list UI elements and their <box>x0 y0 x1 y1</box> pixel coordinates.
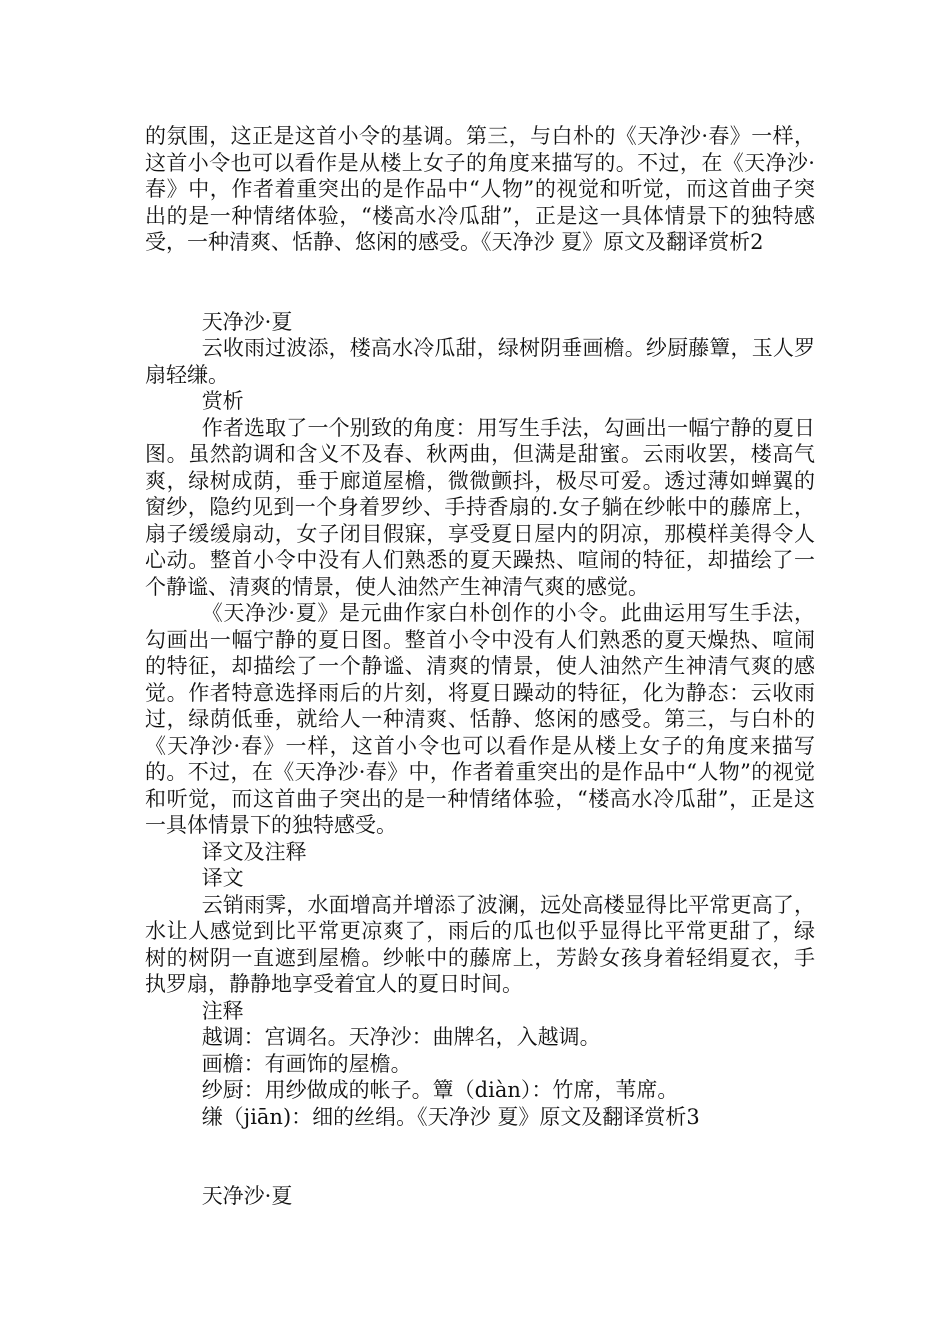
appreciation-heading: 赏析 <box>201 389 244 413</box>
translation-heading: 译文 <box>201 866 244 890</box>
poem-text: 云收雨过波添，楼高水冷瓜甜，绿树阴垂画檐。纱厨藤簟，玉人罗扇轻缣。 <box>145 336 815 387</box>
spacer <box>145 256 815 309</box>
note-item: 越调：宫调名。天净沙：曲牌名，入越调。 <box>201 1025 601 1049</box>
translation-notes-heading: 译文及注释 <box>201 839 307 864</box>
poem-title: 天净沙·夏 <box>201 309 293 334</box>
poem-title: 天净沙·夏 <box>201 1184 293 1208</box>
spacer <box>145 1130 815 1183</box>
notes-heading: 注释 <box>201 998 244 1023</box>
note-item: 画檐：有画饰的屋檐。 <box>201 1051 412 1076</box>
appreciation-paragraph-2: 《天净沙·夏》是元曲作家白朴创作的小令。此曲运用写生手法，勾画出一幅宁静的夏日图。整首小令中没有人们熟悉的夏天燥热、喧闹的特征，却描绘了一个静谧、清爽的情景，使人油然产生神清气爽的感觉。作者特意选择雨后的片刻，将夏日躁动的特征，化为静态：云收雨过，绿荫低垂，就给人一种清爽、恬静、悠闲的感受。第三，与白朴的《天净沙·春》一样，这首小令也可以看作是从楼上女子的角度来描写的。不过，在《天净沙·春》中，作者着重突出的是作品中“人物”的视觉和听觉，而这首曲子突出的是一种情绪体验，“楼高水冷瓜甜”，正是这一具体情景下的独特感受。 <box>145 601 815 837</box>
translation-paragraph: 云销雨霁，水面增高并增添了波澜，远处高楼显得比平常更高了，水让人感觉到比平常更凉爽了，雨后的瓜也似乎显得比平常更甜了，绿树的树阴一直遮到屋檐。纱帐中的藤席上，芳龄女孩身着轻绢夏衣，手执罗扇，静静地享受着宜人的夏日时间。 <box>145 892 815 996</box>
appreciation-paragraph-1: 作者选取了一个别致的角度：用写生手法，勾画出一幅宁静的夏日图。虽然韵调和含义不及春、秋两曲，但满是甜蜜。云雨收罢，楼高气爽，绿树成荫，垂于廊道屋檐，微微颤抖，极尽可爱。透过薄如蝉翼的窗纱，隐约见到一个身着罗纱、手持香扇的.女子躺在纱帐中的藤席上，扇子缓缓扇动，女子闭目假寐，享受夏日屋内的阴凉，那模样美得令人心动。整首小令中没有人们熟悉的夏天躁热、喧闹的特征，却描绘了一个静谧、清爽的情景，使人油然产生神清气爽的感觉。 <box>145 415 815 599</box>
paragraph-intro: 的氛围，这正是这首小令的基调。第三，与白朴的《天净沙·春》一样，这首小令也可以看作是从楼上女子的角度来描写的。不过，在《天净沙·春》中，作者着重突出的是作品中“人物”的视觉和听觉，而这首曲子突出的是一种情绪体验，“楼高水冷瓜甜”，正是这一具体情景下的独特感受，一种清爽、恬静、悠闲的感受。《天净沙 夏》原文及翻译赏析2 <box>145 124 815 254</box>
note-item: 缣（jiān)：细的丝绢。《天净沙 夏》原文及翻译赏析3 <box>201 1104 700 1129</box>
document-body <box>145 123 815 1210</box>
note-item: 纱厨：用纱做成的帐子。簟（diàn）：竹席，苇席。 <box>201 1078 679 1102</box>
